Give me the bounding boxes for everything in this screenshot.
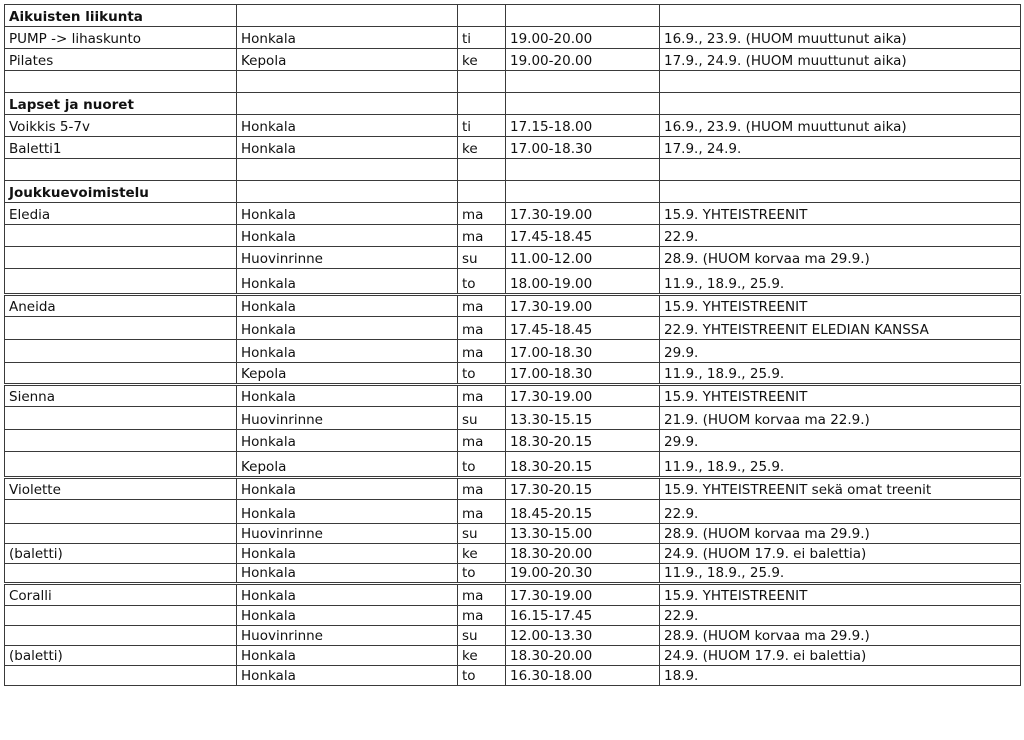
time-cell: 13.30-15.00	[506, 524, 660, 544]
location-cell: Honkala	[237, 27, 458, 49]
day-cell: ma	[458, 225, 506, 247]
table-row	[5, 606, 1021, 626]
dates-cell: 11.9., 18.9., 25.9.	[660, 363, 1021, 385]
group-cell	[5, 247, 237, 269]
dates-cell: 22.9. YHTEISTREENIT ELEDIAN KANSSA	[660, 317, 1021, 340]
group-cell: Coralli	[5, 584, 237, 606]
time-cell: 18.45-20.15	[506, 500, 660, 524]
group-cell	[5, 452, 237, 478]
schedule-table	[4, 4, 1021, 686]
dates-cell: 15.9. YHTEISTREENIT	[660, 295, 1021, 317]
table-row	[5, 452, 1021, 478]
time-cell: 18.30-20.00	[506, 544, 660, 564]
day-cell: ma	[458, 430, 506, 452]
group-cell	[5, 626, 237, 646]
time-cell: 17.30-19.00	[506, 385, 660, 407]
dates-cell: 22.9.	[660, 225, 1021, 247]
table-row	[5, 269, 1021, 295]
location-cell: Honkala	[237, 295, 458, 317]
dates-cell: 11.9., 18.9., 25.9.	[660, 564, 1021, 584]
location-cell: Honkala	[237, 646, 458, 666]
day-cell	[458, 5, 506, 27]
time-cell: 18.30-20.15	[506, 430, 660, 452]
day-cell	[458, 71, 506, 93]
table-row	[5, 203, 1021, 225]
day-cell	[458, 181, 506, 203]
time-cell: 17.45-18.45	[506, 225, 660, 247]
location-cell	[237, 71, 458, 93]
day-cell	[458, 159, 506, 181]
time-cell: 17.00-18.30	[506, 363, 660, 385]
dates-cell: 18.9.	[660, 666, 1021, 686]
group-cell	[5, 500, 237, 524]
group-cell	[5, 666, 237, 686]
table-row	[5, 524, 1021, 544]
location-cell: Honkala	[237, 606, 458, 626]
time-cell: 19.00-20.00	[506, 49, 660, 71]
group-cell	[5, 564, 237, 584]
dates-cell: 22.9.	[660, 500, 1021, 524]
group-cell: Sienna	[5, 385, 237, 407]
time-cell	[506, 93, 660, 115]
table-row	[5, 363, 1021, 385]
time-cell: 19.00-20.00	[506, 27, 660, 49]
group-cell: Pilates	[5, 49, 237, 71]
dates-cell: 28.9. (HUOM korvaa ma 29.9.)	[660, 626, 1021, 646]
time-cell: 19.00-20.30	[506, 564, 660, 584]
group-cell: Violette	[5, 478, 237, 500]
day-cell	[458, 93, 506, 115]
time-cell: 17.30-19.00	[506, 203, 660, 225]
dates-cell: 15.9. YHTEISTREENIT	[660, 385, 1021, 407]
time-cell: 17.15-18.00	[506, 115, 660, 137]
location-cell	[237, 5, 458, 27]
location-cell: Honkala	[237, 115, 458, 137]
group-cell	[5, 340, 237, 363]
day-cell: ma	[458, 606, 506, 626]
location-cell: Honkala	[237, 478, 458, 500]
group-cell: (baletti)	[5, 646, 237, 666]
dates-cell: 22.9.	[660, 606, 1021, 626]
day-cell: ke	[458, 137, 506, 159]
day-cell: to	[458, 452, 506, 478]
dates-cell	[660, 5, 1021, 27]
time-cell: 11.00-12.00	[506, 247, 660, 269]
table-row	[5, 626, 1021, 646]
day-cell: ke	[458, 49, 506, 71]
day-cell: ma	[458, 340, 506, 363]
dates-cell: 16.9., 23.9. (HUOM muuttunut aika)	[660, 115, 1021, 137]
group-cell: Lapset ja nuoret	[5, 93, 237, 115]
group-cell	[5, 407, 237, 430]
time-cell: 12.00-13.30	[506, 626, 660, 646]
group-cell	[5, 363, 237, 385]
dates-cell: 21.9. (HUOM korvaa ma 22.9.)	[660, 407, 1021, 430]
table-row	[5, 564, 1021, 584]
table-row	[5, 137, 1021, 159]
location-cell	[237, 181, 458, 203]
time-cell: 17.30-19.00	[506, 295, 660, 317]
dates-cell: 24.9. (HUOM 17.9. ei balettia)	[660, 646, 1021, 666]
table-row	[5, 646, 1021, 666]
group-cell: Aikuisten liikunta	[5, 5, 237, 27]
table-row	[5, 71, 1021, 93]
group-cell	[5, 159, 237, 181]
day-cell: ti	[458, 27, 506, 49]
table-row	[5, 407, 1021, 430]
day-cell: to	[458, 363, 506, 385]
location-cell: Honkala	[237, 203, 458, 225]
location-cell: Kepola	[237, 363, 458, 385]
group-cell	[5, 317, 237, 340]
group-cell	[5, 606, 237, 626]
group-cell: Aneida	[5, 295, 237, 317]
group-cell: Baletti1	[5, 137, 237, 159]
day-cell: su	[458, 247, 506, 269]
time-cell: 18.30-20.00	[506, 646, 660, 666]
schedule-body	[5, 5, 1021, 686]
day-cell: ke	[458, 544, 506, 564]
location-cell: Kepola	[237, 452, 458, 478]
time-cell	[506, 71, 660, 93]
table-row	[5, 430, 1021, 452]
location-cell: Honkala	[237, 225, 458, 247]
dates-cell	[660, 181, 1021, 203]
table-row	[5, 385, 1021, 407]
day-cell: ti	[458, 115, 506, 137]
day-cell: su	[458, 407, 506, 430]
time-cell: 13.30-15.15	[506, 407, 660, 430]
location-cell: Huovinrinne	[237, 626, 458, 646]
day-cell: to	[458, 269, 506, 295]
day-cell: ke	[458, 646, 506, 666]
day-cell: to	[458, 564, 506, 584]
location-cell	[237, 93, 458, 115]
group-cell	[5, 430, 237, 452]
dates-cell: 17.9., 24.9. (HUOM muuttunut aika)	[660, 49, 1021, 71]
time-cell: 16.30-18.00	[506, 666, 660, 686]
dates-cell: 29.9.	[660, 430, 1021, 452]
table-row	[5, 49, 1021, 71]
dates-cell	[660, 71, 1021, 93]
day-cell: ma	[458, 317, 506, 340]
location-cell: Huovinrinne	[237, 247, 458, 269]
group-cell	[5, 71, 237, 93]
location-cell: Honkala	[237, 317, 458, 340]
table-row	[5, 317, 1021, 340]
location-cell: Honkala	[237, 137, 458, 159]
dates-cell: 11.9., 18.9., 25.9.	[660, 452, 1021, 478]
group-cell: PUMP -> lihaskunto	[5, 27, 237, 49]
dates-cell: 15.9. YHTEISTREENIT sekä omat treenit	[660, 478, 1021, 500]
day-cell: ma	[458, 500, 506, 524]
dates-cell: 29.9.	[660, 340, 1021, 363]
time-cell: 17.30-19.00	[506, 584, 660, 606]
table-row	[5, 225, 1021, 247]
table-row	[5, 544, 1021, 564]
location-cell: Honkala	[237, 584, 458, 606]
dates-cell	[660, 159, 1021, 181]
dates-cell: 17.9., 24.9.	[660, 137, 1021, 159]
dates-cell: 28.9. (HUOM korvaa ma 29.9.)	[660, 524, 1021, 544]
time-cell	[506, 5, 660, 27]
location-cell: Honkala	[237, 564, 458, 584]
location-cell: Honkala	[237, 666, 458, 686]
table-row	[5, 584, 1021, 606]
group-cell	[5, 225, 237, 247]
day-cell: ma	[458, 385, 506, 407]
table-row	[5, 115, 1021, 137]
location-cell	[237, 159, 458, 181]
location-cell: Honkala	[237, 430, 458, 452]
dates-cell: 24.9. (HUOM 17.9. ei balettia)	[660, 544, 1021, 564]
dates-cell: 15.9. YHTEISTREENIT	[660, 203, 1021, 225]
time-cell: 17.45-18.45	[506, 317, 660, 340]
dates-cell: 15.9. YHTEISTREENIT	[660, 584, 1021, 606]
group-cell: Eledia	[5, 203, 237, 225]
day-cell: ma	[458, 203, 506, 225]
group-cell: Voikkis 5-7v	[5, 115, 237, 137]
group-cell: Joukkuevoimistelu	[5, 181, 237, 203]
location-cell: Honkala	[237, 544, 458, 564]
table-row	[5, 295, 1021, 317]
table-row	[5, 478, 1021, 500]
location-cell: Huovinrinne	[237, 524, 458, 544]
day-cell: su	[458, 626, 506, 646]
time-cell: 17.30-20.15	[506, 478, 660, 500]
location-cell: Honkala	[237, 340, 458, 363]
dates-cell: 16.9., 23.9. (HUOM muuttunut aika)	[660, 27, 1021, 49]
section-heading-row	[5, 93, 1021, 115]
group-cell	[5, 269, 237, 295]
time-cell: 17.00-18.30	[506, 340, 660, 363]
location-cell: Honkala	[237, 500, 458, 524]
location-cell: Huovinrinne	[237, 407, 458, 430]
time-cell	[506, 181, 660, 203]
table-row	[5, 27, 1021, 49]
time-cell	[506, 159, 660, 181]
dates-cell: 28.9. (HUOM korvaa ma 29.9.)	[660, 247, 1021, 269]
table-row	[5, 500, 1021, 524]
time-cell: 18.30-20.15	[506, 452, 660, 478]
time-cell: 17.00-18.30	[506, 137, 660, 159]
time-cell: 16.15-17.45	[506, 606, 660, 626]
table-row	[5, 340, 1021, 363]
dates-cell: 11.9., 18.9., 25.9.	[660, 269, 1021, 295]
table-row	[5, 247, 1021, 269]
day-cell: ma	[458, 478, 506, 500]
section-heading-row	[5, 181, 1021, 203]
location-cell: Kepola	[237, 49, 458, 71]
dates-cell	[660, 93, 1021, 115]
day-cell: ma	[458, 584, 506, 606]
table-row	[5, 159, 1021, 181]
group-cell: (baletti)	[5, 544, 237, 564]
location-cell: Honkala	[237, 385, 458, 407]
day-cell: su	[458, 524, 506, 544]
table-row	[5, 666, 1021, 686]
group-cell	[5, 524, 237, 544]
time-cell: 18.00-19.00	[506, 269, 660, 295]
section-heading-row	[5, 5, 1021, 27]
day-cell: ma	[458, 295, 506, 317]
day-cell: to	[458, 666, 506, 686]
location-cell: Honkala	[237, 269, 458, 295]
